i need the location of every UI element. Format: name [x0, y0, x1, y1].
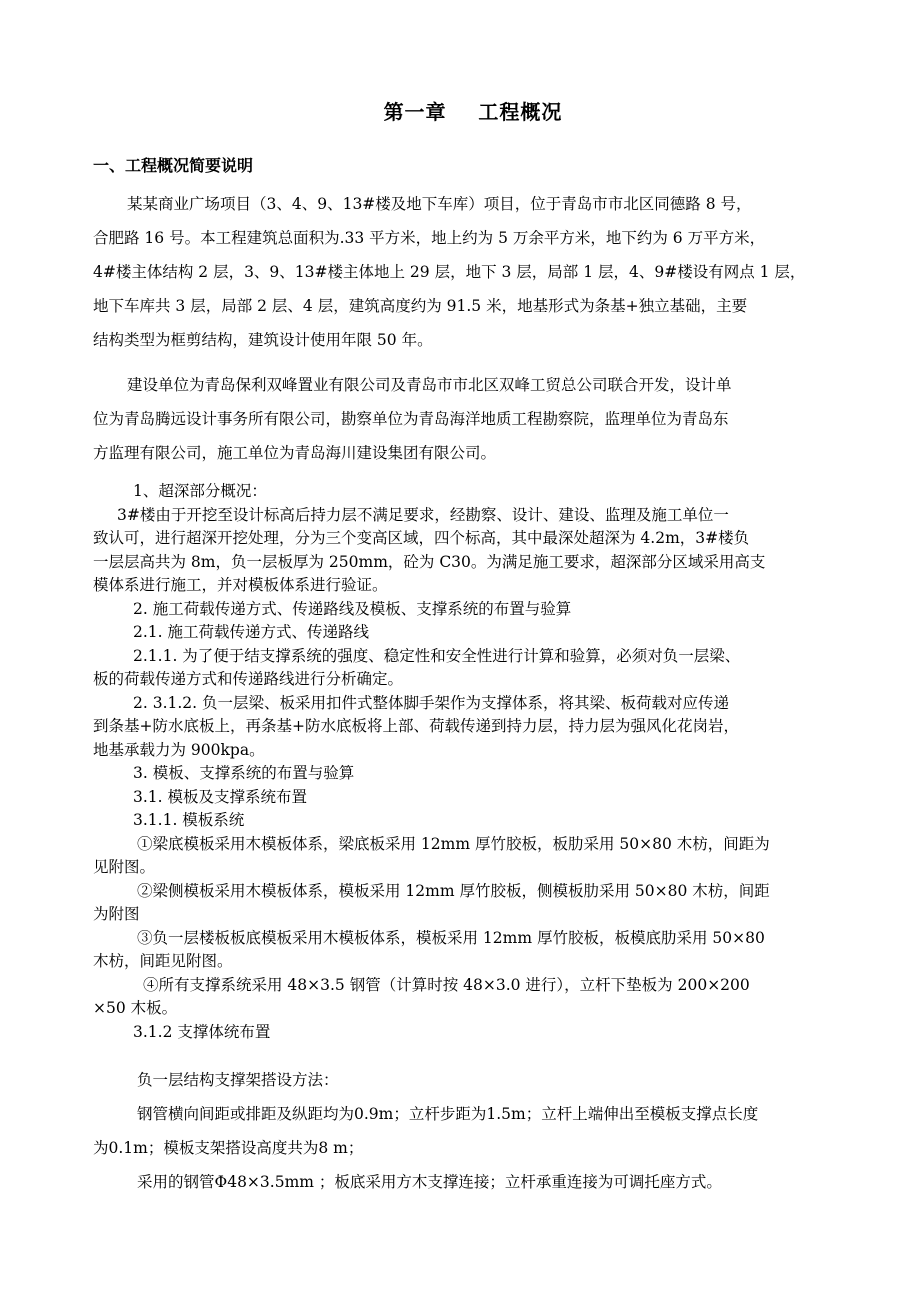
text-line: ×50 木板。 [93, 999, 178, 1017]
text-line: 2.1.1. 为了便于结支撑系统的强度、稳定性和安全性进行计算和验算，必须对负一层梁、 [133, 646, 741, 665]
section-heading: 一、工程概况简要说明 [93, 156, 254, 175]
method-section [93, 1063, 857, 1199]
text-line: 合肥路 16 号。本工程建筑总面积为.33 平方米，地上约为 5 万余平方米，地下约为 6 万平方米， [93, 229, 766, 247]
text-line: 一层层高共为 8m，负一层板厚为 250mm，砼为 C30。为满足施工要求，超深部分区域采用高支 [93, 552, 766, 571]
details-section [93, 480, 857, 1044]
text-line: 方监理有限公司，施工单位为青岛海川建设集团有限公司。 [93, 444, 497, 462]
item-title: 2. 施工荷载传递方式、传递路线及模板、支撑系统的布置与验算 [133, 599, 572, 618]
text-line: 木枋，间距见附图。 [93, 952, 233, 970]
text-line: 位为青岛腾远设计事务所有限公司，勘察单位为青岛海洋地质工程勘察院，监理单位为青岛东 [93, 410, 729, 428]
text-line: 采用的钢管Φ48×3.5mm ；板底采用方木支撑连接；立杆承重连接为可调托座方式。 [137, 1173, 722, 1191]
item-title: 3.1.2 支撑体统布置 [133, 1022, 271, 1041]
text-line: 见附图。 [93, 858, 156, 876]
text-line: ①梁底模板采用木模板体系，梁底板采用 12mm 厚竹胶板，板肋采用 50×80 木枋，间距为 [137, 834, 770, 853]
text-line: 致认可，进行超深开挖处理，分为三个变高区域，四个标高，其中最深处超深为 4.2m，3#楼负 [93, 529, 750, 547]
text-line: 结构类型为框剪结构，建筑设计使用年限 50 年。 [93, 331, 433, 349]
text-line: ④所有支撑系统采用 48×3.5 钢管（计算时按 48×3.0 进行），立杆下垫板为 200×200 [143, 975, 750, 994]
item-title: 3. 模板、支撑系统的布置与验算 [133, 764, 355, 782]
item-title: 3.1.1. 模板系统 [133, 811, 245, 829]
units-paragraph [93, 368, 857, 470]
text-line: 到条基+防水底板上，再条基+防水底板将上部、荷载传递到持力层，持力层为强风化花岗岩， [93, 717, 739, 735]
text-line: 为0.1m；模板支架搭设高度共为8 m； [93, 1139, 364, 1157]
chapter-title: 第一章 工程概况 [383, 100, 563, 124]
text-line: 钢管横向间距或排距及纵距均为0.9m；立杆步距为1.5m；立杆上端伸出至模板支撑点长度 [137, 1105, 759, 1123]
text-line: ②梁侧模板采用木模板体系，模板采用 12mm 厚竹胶板，侧模板肋采用 50×80 木枋，间距 [137, 881, 770, 900]
text-line: 建设单位为青岛保利双峰置业有限公司及青岛市市北区双峰工贸总公司联合开发，设计单 [127, 376, 732, 394]
text-line: 2. 3.1.2. 负一层梁、板采用扣件式整体脚手架作为支撑体系，将其梁、板荷载对应传递 [133, 693, 730, 712]
text-line: 地基承载力为 900kpa。 [93, 740, 265, 759]
text-line: 某某商业广场项目（3、4、9、13#楼及地下车库）项目，位于青岛市市北区同德路 8 号， [127, 195, 752, 213]
item-title: 1、超深部分概况： [133, 482, 267, 500]
text-line: ③负一层楼板板底模板采用木模板体系，模板采用 12mm 厚竹胶板，板模底肋采用 50×80 [137, 928, 765, 947]
item-title: 3.1. 模板及支撑系统布置 [133, 787, 308, 806]
text-line: 板的荷载传递方式和传递路线进行分析确定。 [93, 670, 404, 688]
text-line: 模体系进行施工，并对模板体系进行验证。 [93, 576, 388, 594]
text-line: 3#楼由于开挖至设计标高后持力层不满足要求，经勘察、设计、建设、监理及施工单位一 [117, 505, 729, 524]
text-line: 为附图 [93, 905, 140, 923]
text-line: 4#楼主体结构 2 层，3、9、13#楼主体地上 29 层，地下 3 层，局部 1 层，4、9#楼设有网点 1 层， [93, 263, 806, 281]
method-heading: 负一层结构支撑架搭设方法： [137, 1071, 339, 1089]
item-title: 2.1. 施工荷载传递方式、传递路线 [133, 623, 370, 641]
text-line: 地下车库共 3 层，局部 2 层、4 层，建筑高度约为 91.5 米，地基形式为条基+独立基础，主要 [93, 297, 748, 315]
overview-paragraph [93, 187, 857, 357]
